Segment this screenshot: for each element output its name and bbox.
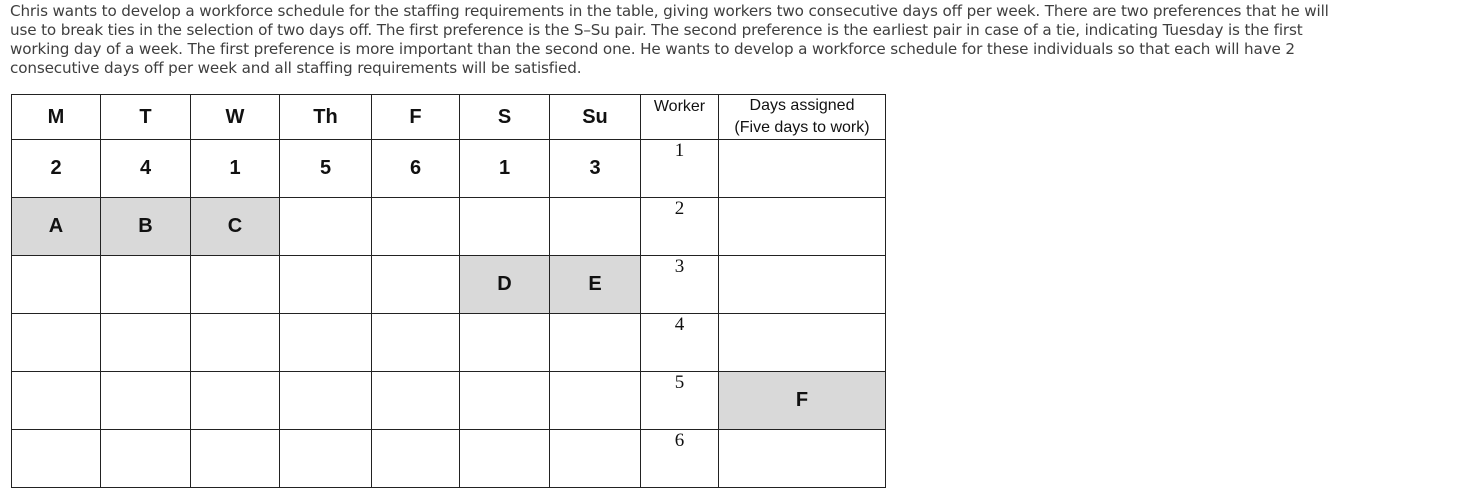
schedule-cell[interactable] bbox=[280, 314, 372, 372]
day-header-s: S bbox=[460, 95, 550, 140]
schedule-cell[interactable] bbox=[280, 430, 372, 488]
schedule-cell-label[interactable]: C bbox=[191, 198, 280, 256]
requirement-cell: 1 bbox=[460, 140, 550, 198]
workforce-schedule-table bbox=[11, 94, 886, 488]
days-assigned-cell[interactable] bbox=[719, 430, 886, 488]
schedule-cell[interactable] bbox=[550, 314, 641, 372]
schedule-cell[interactable] bbox=[372, 430, 460, 488]
header-row bbox=[12, 95, 886, 140]
worker-row bbox=[12, 430, 886, 488]
worker-header: Worker bbox=[641, 95, 719, 140]
problem-line: consecutive days off per week and all staffing requirements will be satisfied. bbox=[10, 59, 582, 77]
schedule-body bbox=[12, 95, 886, 488]
schedule-cell[interactable] bbox=[101, 430, 191, 488]
worker-row bbox=[12, 198, 886, 256]
schedule-cell[interactable] bbox=[101, 256, 191, 314]
schedule-cell[interactable] bbox=[101, 314, 191, 372]
day-header-th: Th bbox=[280, 95, 372, 140]
schedule-cell[interactable] bbox=[12, 256, 101, 314]
schedule-cell[interactable] bbox=[550, 372, 641, 430]
days-assigned-cell[interactable] bbox=[719, 140, 886, 198]
requirement-cell: 4 bbox=[101, 140, 191, 198]
requirement-cell: 6 bbox=[372, 140, 460, 198]
requirements-row bbox=[12, 140, 886, 198]
requirement-cell: 3 bbox=[550, 140, 641, 198]
problem-line: Chris wants to develop a workforce schedule for the staffing requirements in the table, giving workers two consecutive days off per week. There are two preferences that he will bbox=[10, 2, 1329, 20]
problem-line: use to break ties in the selection of two days off. The first preference is the S–Su pair. The second preference is the earliest pair in case of a tie, indicating Tuesday is the first bbox=[10, 21, 1303, 39]
day-header-w: W bbox=[191, 95, 280, 140]
worker-number: 5 bbox=[641, 372, 719, 430]
worker-row bbox=[12, 314, 886, 372]
schedule-cell[interactable] bbox=[191, 430, 280, 488]
days-assigned-cell[interactable] bbox=[719, 256, 886, 314]
schedule-cell-label[interactable]: D bbox=[460, 256, 550, 314]
schedule-cell[interactable] bbox=[280, 256, 372, 314]
schedule-cell[interactable] bbox=[550, 430, 641, 488]
schedule-cell[interactable] bbox=[460, 372, 550, 430]
requirement-cell: 1 bbox=[191, 140, 280, 198]
schedule-cell[interactable] bbox=[372, 256, 460, 314]
schedule-cell[interactable] bbox=[191, 372, 280, 430]
schedule-cell[interactable] bbox=[460, 430, 550, 488]
days-assigned-cell[interactable] bbox=[719, 314, 886, 372]
requirement-cell: 5 bbox=[280, 140, 372, 198]
schedule-cell[interactable] bbox=[550, 198, 641, 256]
days-assigned-header bbox=[719, 95, 886, 140]
worker-number: 1 bbox=[641, 140, 719, 198]
days-assigned-label[interactable]: F bbox=[719, 372, 886, 430]
schedule-cell[interactable] bbox=[460, 314, 550, 372]
day-header-su: Su bbox=[550, 95, 641, 140]
schedule-cell-label[interactable]: B bbox=[101, 198, 191, 256]
requirement-cell: 2 bbox=[12, 140, 101, 198]
schedule-cell-label[interactable]: A bbox=[12, 198, 101, 256]
schedule-cell[interactable] bbox=[12, 430, 101, 488]
worker-number: 2 bbox=[641, 198, 719, 256]
days-assigned-header-line1: Days assigned bbox=[749, 97, 855, 114]
schedule-cell[interactable] bbox=[372, 372, 460, 430]
schedule-cell[interactable] bbox=[280, 372, 372, 430]
day-header-t: T bbox=[101, 95, 191, 140]
worker-number: 3 bbox=[641, 256, 719, 314]
schedule-cell[interactable] bbox=[12, 372, 101, 430]
problem-line: working day of a week. The first preference is more important than the second one. He wants to develop a workforce schedule for these individuals so that each will have 2 bbox=[10, 40, 1295, 58]
schedule-cell-label[interactable]: E bbox=[550, 256, 641, 314]
days-assigned-header-line2: (Five days to work) bbox=[734, 119, 870, 136]
schedule-cell[interactable] bbox=[191, 314, 280, 372]
worker-number: 6 bbox=[641, 430, 719, 488]
schedule-cell[interactable] bbox=[372, 198, 460, 256]
schedule-cell[interactable] bbox=[101, 372, 191, 430]
worker-number: 4 bbox=[641, 314, 719, 372]
schedule-cell[interactable] bbox=[191, 256, 280, 314]
problem-statement bbox=[10, 2, 1478, 78]
schedule-cell[interactable] bbox=[280, 198, 372, 256]
worker-row bbox=[12, 372, 886, 430]
schedule-cell[interactable] bbox=[372, 314, 460, 372]
day-header-f: F bbox=[372, 95, 460, 140]
worker-row bbox=[12, 256, 886, 314]
days-assigned-cell[interactable] bbox=[719, 198, 886, 256]
schedule-cell[interactable] bbox=[12, 314, 101, 372]
day-header-m: M bbox=[12, 95, 101, 140]
schedule-cell[interactable] bbox=[460, 198, 550, 256]
